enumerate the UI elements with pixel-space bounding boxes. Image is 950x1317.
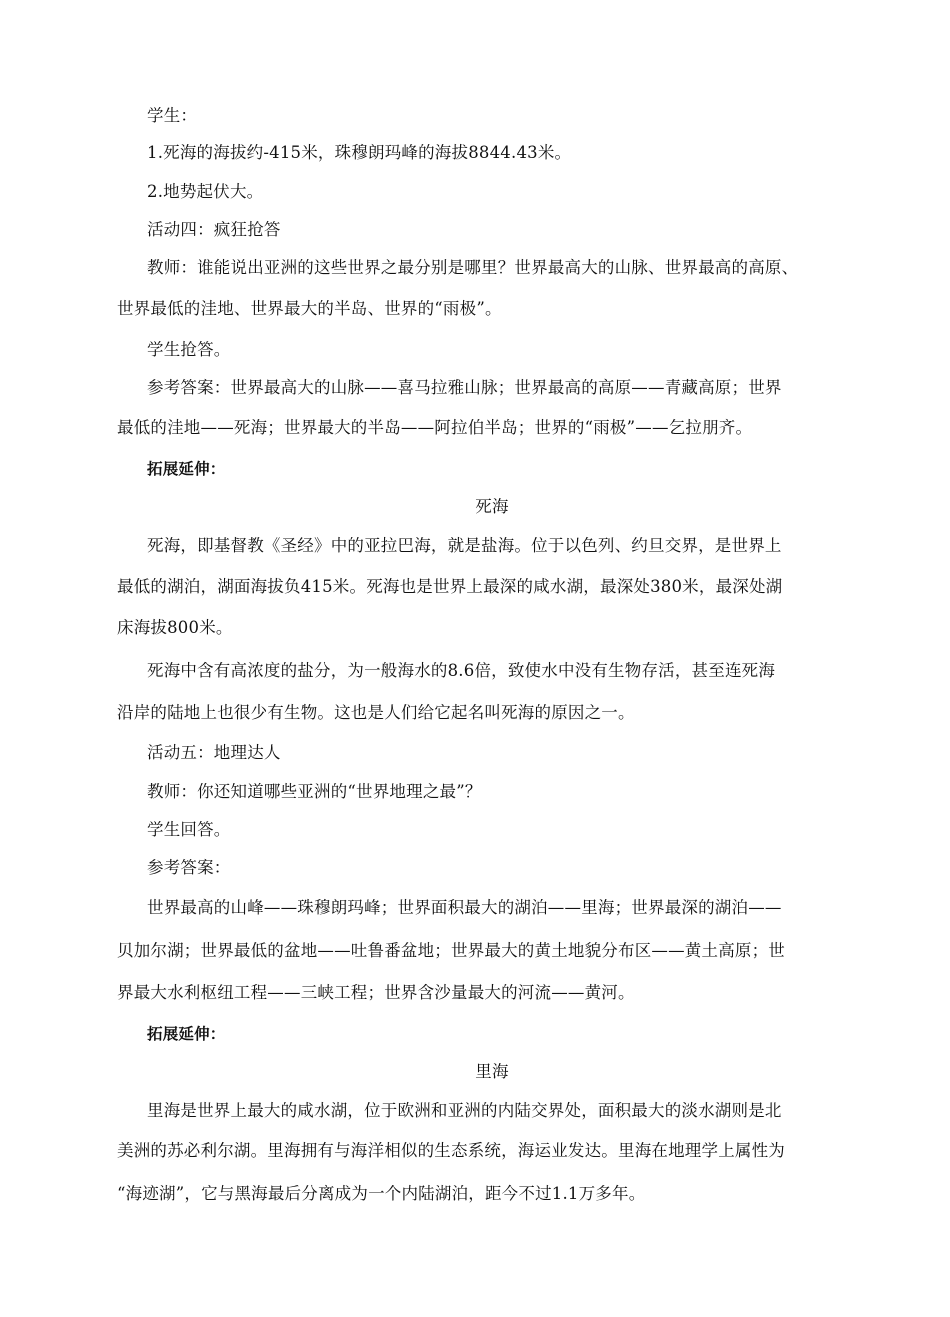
reference-answer-line-1: 参考答案：世界最高大的山脉——喜马拉雅山脉；世界最高的高原——青藏高原；世界: [147, 378, 782, 397]
paragraph-student-label: 学生：: [147, 106, 198, 125]
teacher-question-line-2: 世界最低的洼地、世界最大的半岛、世界的“雨极”。: [117, 299, 502, 318]
students-respond: 学生抢答。: [147, 340, 231, 359]
section-title-caspian-sea: 里海: [475, 1062, 509, 1081]
students-answer: 学生回答。: [147, 820, 231, 839]
dead-sea-paragraph-line-3: 床海拔800米。: [117, 618, 233, 637]
teacher-question-2: 教师：你还知道哪些亚洲的“世界地理之最”？: [147, 782, 482, 801]
caspian-paragraph-line-3: “海迹湖”，它与黑海最后分离成为一个内陆湖泊，距今不过1.1万多年。: [117, 1184, 646, 1203]
world-records-line-3: 界最大水利枢纽工程——三峡工程；世界含沙量最大的河流——黄河。: [117, 983, 635, 1002]
paragraph-answer-2: 2.地势起伏大。: [147, 182, 264, 201]
dead-sea-paragraph-line-2: 最低的湖泊，湖面海拔负415米。死海也是世界上最深的咸水湖，最深处380米，最深处湖: [117, 577, 783, 596]
world-records-line-1: 世界最高的山峰——珠穆朗玛峰；世界面积最大的湖泊——里海；世界最深的湖泊——: [147, 898, 782, 917]
dead-sea-salt-line-1: 死海中含有高浓度的盐分，为一般海水的8.6倍，致使水中没有生物存活，甚至连死海: [147, 661, 776, 680]
world-records-line-2: 贝加尔湖；世界最低的盆地——吐鲁番盆地；世界最大的黄土地貌分布区——黄土高原；世: [117, 941, 785, 960]
dead-sea-paragraph-line-1: 死海，即基督教《圣经》中的亚拉巴海，就是盐海。位于以色列、约旦交界，是世界上: [147, 536, 782, 555]
reference-answer-line-2: 最低的洼地——死海；世界最大的半岛——阿拉伯半岛；世界的“雨极”——乞拉朋齐。: [117, 418, 753, 437]
reference-answer-label: 参考答案：: [147, 858, 231, 877]
dead-sea-salt-line-2: 沿岸的陆地上也很少有生物。这也是人们给它起名叫死海的原因之一。: [117, 703, 635, 722]
paragraph-answer-1: 1.死海的海拔约-415米，珠穆朗玛峰的海拔8844.43米。: [147, 143, 572, 162]
extension-heading-2: 拓展延伸：: [147, 1025, 226, 1043]
caspian-paragraph-line-2: 美洲的苏必利尔湖。里海拥有与海洋相似的生态系统，海运业发达。里海在地理学上属性为: [117, 1141, 785, 1160]
activity-four-heading: 活动四：疯狂抢答: [147, 220, 281, 239]
extension-heading-1: 拓展延伸：: [147, 460, 226, 478]
teacher-question-line-1: 教师：谁能说出亚洲的这些世界之最分别是哪里？世界最高大的山脉、世界最高的高原、: [147, 258, 799, 277]
section-title-dead-sea: 死海: [475, 497, 509, 516]
caspian-paragraph-line-1: 里海是世界上最大的咸水湖，位于欧洲和亚洲的内陆交界处，面积最大的淡水湖则是北: [147, 1101, 782, 1120]
activity-five-heading: 活动五：地理达人: [147, 743, 281, 762]
